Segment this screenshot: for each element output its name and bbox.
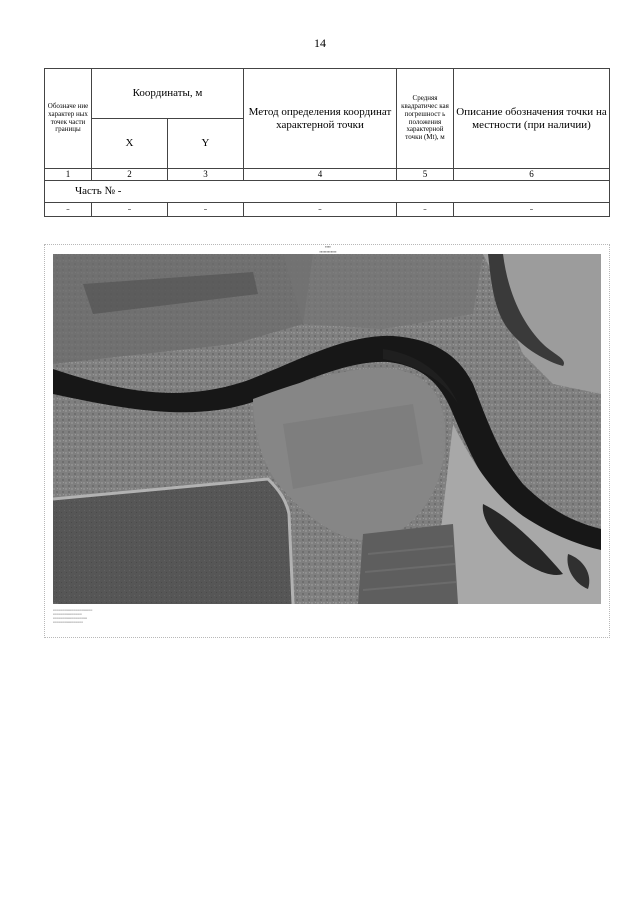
table-number-row (45, 169, 610, 181)
satellite-map (53, 254, 601, 604)
header-y: Y (168, 119, 244, 169)
table-cell: - (397, 203, 454, 217)
map-caption: ▪▪▪▪ ▪▪▪▪▪▪▪▪▪▪▪▪ (319, 244, 337, 254)
table-cell: - (92, 203, 168, 217)
table-header-row (45, 69, 610, 119)
col-number-3: 3 (168, 169, 244, 181)
col-number-5: 5 (397, 169, 454, 181)
part-label: Часть № - (45, 181, 610, 203)
table-part-row (45, 181, 610, 203)
header-point-designation: Обозначе ние характер ных точек части границы (45, 69, 92, 169)
south-fields (358, 524, 458, 604)
col-number-6: 6 (454, 169, 610, 181)
col-number-4: 4 (244, 169, 397, 181)
southwest-field (53, 479, 293, 604)
header-coordinates: Координаты, м (92, 69, 244, 119)
map-figure (44, 244, 610, 638)
table-cell: - (454, 203, 610, 217)
col-number-2: 2 (92, 169, 168, 181)
col-number-1: 1 (45, 169, 92, 181)
page-number: 14 (314, 36, 326, 50)
table-cell: - (168, 203, 244, 217)
header-x: X (92, 119, 168, 169)
table-row (45, 203, 610, 217)
header-description: Описание обозначения точки на местности (при наличии) (454, 69, 610, 169)
header-mean-error: Средняя квадратичес кая погрешност ь положения характерной точки (Mt), м (397, 69, 454, 169)
map-legend-notes: ▪▪▪▪▪ ▪▪▪▪▪▪▪▪▪▪▪▪▪▪▪▪▪▪▪▪▪▪▪▪▪▪▪▪▪▪▪▪▪▪▪▪▪ ▪▪▪▪▪▪▪▪▪▪▪▪▪▪▪▪▪▪▪▪▪▪▪▪▪▪▪ ▪▪▪▪▪▪▪▪▪▪▪▪▪▪▪▪▪▪▪▪▪▪▪▪▪▪▪▪▪▪▪▪ ▪▪▪▪▪▪▪▪▪▪▪▪▪▪▪▪▪▪▪▪▪▪▪▪▪▪▪▪ (53, 601, 93, 624)
table-cell: - (45, 203, 92, 217)
boundary-points-table (44, 68, 610, 217)
scale-marker: ▪▪▪▪▪ (53, 601, 59, 605)
satellite-image (53, 254, 601, 604)
table-cell: - (244, 203, 397, 217)
header-method: Метод определения координат характерной точки (244, 69, 397, 169)
